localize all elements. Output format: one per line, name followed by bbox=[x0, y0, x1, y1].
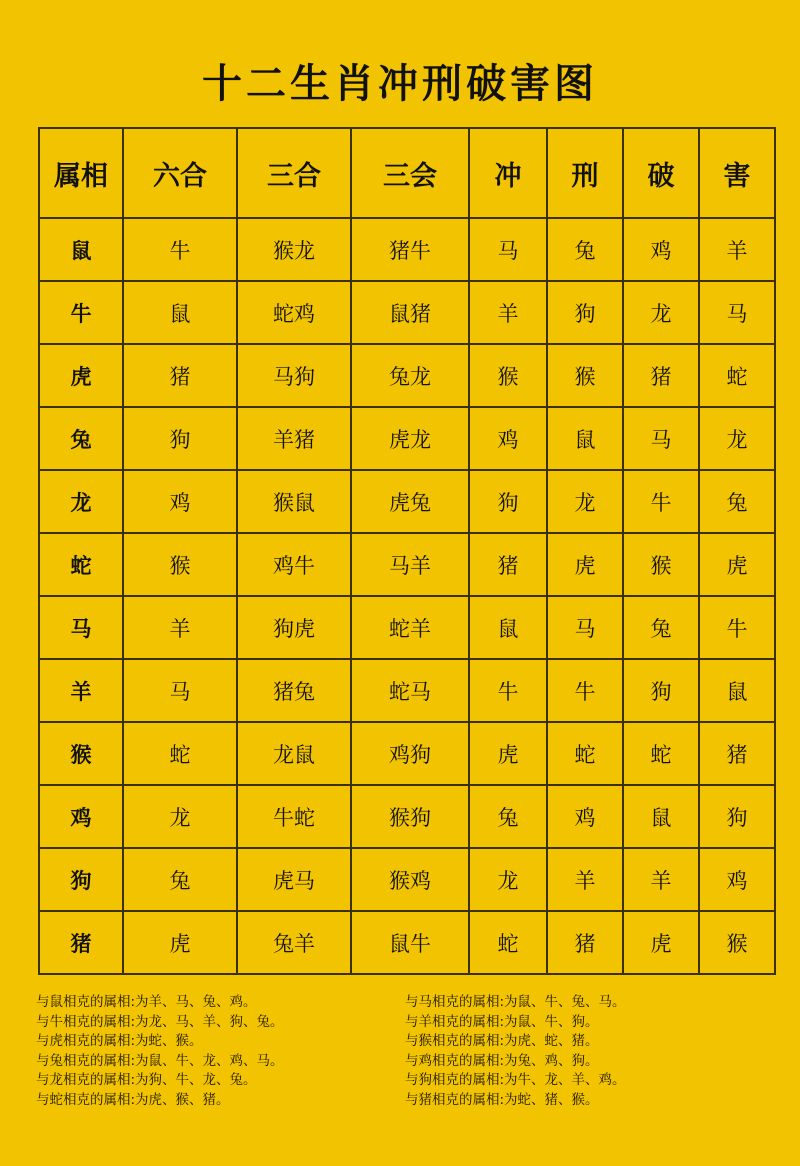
cell-hai: 龙 bbox=[699, 407, 775, 470]
cell-xing: 蛇 bbox=[547, 722, 623, 785]
cell-po: 猴 bbox=[623, 533, 699, 596]
cell-sanhe: 羊猪 bbox=[237, 407, 351, 470]
table-row bbox=[39, 911, 775, 974]
cell-hai: 马 bbox=[699, 281, 775, 344]
cell-sanhui: 猪牛 bbox=[351, 218, 469, 281]
cell-hai: 兔 bbox=[699, 470, 775, 533]
table-row bbox=[39, 344, 775, 407]
cell-chong: 虎 bbox=[469, 722, 547, 785]
cell-liuhe: 羊 bbox=[123, 596, 237, 659]
cell-sanhui: 猴狗 bbox=[351, 785, 469, 848]
row-header-sign: 兔 bbox=[39, 407, 123, 470]
cell-xing: 牛 bbox=[547, 659, 623, 722]
cell-po: 蛇 bbox=[623, 722, 699, 785]
cell-hai: 鼠 bbox=[699, 659, 775, 722]
note-line: 与羊相克的属相:为鼠、牛、狗。 bbox=[405, 1013, 599, 1030]
cell-chong: 兔 bbox=[469, 785, 547, 848]
cell-hai: 牛 bbox=[699, 596, 775, 659]
column-header-xing: 刑 bbox=[547, 128, 623, 218]
cell-po: 兔 bbox=[623, 596, 699, 659]
cell-liuhe: 马 bbox=[123, 659, 237, 722]
row-header-sign: 狗 bbox=[39, 848, 123, 911]
cell-chong: 鼠 bbox=[469, 596, 547, 659]
row-header-sign: 牛 bbox=[39, 281, 123, 344]
cell-hai: 猪 bbox=[699, 722, 775, 785]
cell-chong: 蛇 bbox=[469, 911, 547, 974]
cell-chong: 龙 bbox=[469, 848, 547, 911]
row-header-sign: 羊 bbox=[39, 659, 123, 722]
table-header-row bbox=[39, 128, 775, 218]
cell-hai: 鸡 bbox=[699, 848, 775, 911]
cell-sanhe: 鸡牛 bbox=[237, 533, 351, 596]
notes-column-left bbox=[36, 993, 395, 1110]
row-header-sign: 虎 bbox=[39, 344, 123, 407]
note-line: 与虎相克的属相:为蛇、猴。 bbox=[36, 1033, 203, 1049]
table-header bbox=[39, 128, 775, 218]
cell-sanhui: 猴鸡 bbox=[351, 848, 469, 911]
note-line: 与马相克的属相:为鼠、牛、兔、马。 bbox=[405, 994, 626, 1010]
cell-sanhui: 鸡狗 bbox=[351, 722, 469, 785]
note-line: 与狗相克的属相:为牛、龙、羊、鸡。 bbox=[405, 1072, 626, 1088]
cell-liuhe: 鼠 bbox=[123, 281, 237, 344]
cell-sanhe: 兔羊 bbox=[237, 911, 351, 974]
cell-chong: 狗 bbox=[469, 470, 547, 533]
cell-po: 猪 bbox=[623, 344, 699, 407]
cell-po: 虎 bbox=[623, 911, 699, 974]
row-header-sign: 猴 bbox=[39, 722, 123, 785]
cell-sanhe: 虎马 bbox=[237, 848, 351, 911]
cell-po: 马 bbox=[623, 407, 699, 470]
row-header-sign: 猪 bbox=[39, 911, 123, 974]
cell-chong: 马 bbox=[469, 218, 547, 281]
zodiac-relationship-table bbox=[38, 127, 776, 975]
row-header-sign: 蛇 bbox=[39, 533, 123, 596]
cell-sanhe: 狗虎 bbox=[237, 596, 351, 659]
note-line: 与猴相克的属相:为虎、蛇、猪。 bbox=[405, 1033, 599, 1049]
cell-sanhe: 蛇鸡 bbox=[237, 281, 351, 344]
note-line: 与蛇相克的属相:为虎、猴、猪。 bbox=[36, 1091, 230, 1108]
column-header-hai: 害 bbox=[699, 128, 775, 218]
column-header-chong: 冲 bbox=[469, 128, 547, 218]
row-header-sign: 鼠 bbox=[39, 218, 123, 281]
cell-chong: 羊 bbox=[469, 281, 547, 344]
cell-liuhe: 虎 bbox=[123, 911, 237, 974]
cell-po: 羊 bbox=[623, 848, 699, 911]
cell-sanhui: 虎龙 bbox=[351, 407, 469, 470]
cell-liuhe: 蛇 bbox=[123, 722, 237, 785]
cell-sanhe: 牛蛇 bbox=[237, 785, 351, 848]
cell-sanhe: 猴鼠 bbox=[237, 470, 351, 533]
cell-sanhui: 鼠猪 bbox=[351, 281, 469, 344]
table-row bbox=[39, 218, 775, 281]
notes-section bbox=[0, 975, 800, 1110]
table-row bbox=[39, 596, 775, 659]
note-line: 与鼠相克的属相:为羊、马、兔、鸡。 bbox=[36, 994, 257, 1010]
table-row bbox=[39, 659, 775, 722]
cell-xing: 羊 bbox=[547, 848, 623, 911]
cell-xing: 狗 bbox=[547, 281, 623, 344]
cell-sanhui: 兔龙 bbox=[351, 344, 469, 407]
cell-xing: 虎 bbox=[547, 533, 623, 596]
cell-hai: 猴 bbox=[699, 911, 775, 974]
cell-po: 鼠 bbox=[623, 785, 699, 848]
cell-chong: 猴 bbox=[469, 344, 547, 407]
cell-hai: 羊 bbox=[699, 218, 775, 281]
cell-liuhe: 牛 bbox=[123, 218, 237, 281]
cell-chong: 猪 bbox=[469, 533, 547, 596]
row-header-sign: 马 bbox=[39, 596, 123, 659]
cell-xing: 龙 bbox=[547, 470, 623, 533]
table-body bbox=[39, 218, 775, 974]
cell-liuhe: 猪 bbox=[123, 344, 237, 407]
cell-sanhui: 蛇马 bbox=[351, 659, 469, 722]
cell-hai: 狗 bbox=[699, 785, 775, 848]
row-header-sign: 龙 bbox=[39, 470, 123, 533]
cell-sanhui: 虎兔 bbox=[351, 470, 469, 533]
table-row bbox=[39, 785, 775, 848]
cell-xing: 兔 bbox=[547, 218, 623, 281]
cell-xing: 猪 bbox=[547, 911, 623, 974]
cell-xing: 马 bbox=[547, 596, 623, 659]
cell-sanhe: 猴龙 bbox=[237, 218, 351, 281]
cell-chong: 牛 bbox=[469, 659, 547, 722]
cell-xing: 鼠 bbox=[547, 407, 623, 470]
cell-po: 狗 bbox=[623, 659, 699, 722]
column-header-po: 破 bbox=[623, 128, 699, 218]
note-line: 与牛相克的属相:为龙、马、羊、狗、兔。 bbox=[36, 1013, 284, 1030]
cell-liuhe: 龙 bbox=[123, 785, 237, 848]
cell-po: 龙 bbox=[623, 281, 699, 344]
table-row bbox=[39, 848, 775, 911]
column-header-sign: 属相 bbox=[39, 128, 123, 218]
table-row bbox=[39, 281, 775, 344]
page-title: 十二生肖冲刑破害图 bbox=[202, 61, 598, 107]
cell-po: 牛 bbox=[623, 470, 699, 533]
cell-hai: 蛇 bbox=[699, 344, 775, 407]
table-row bbox=[39, 533, 775, 596]
table-row bbox=[39, 722, 775, 785]
cell-xing: 鸡 bbox=[547, 785, 623, 848]
row-header-sign: 鸡 bbox=[39, 785, 123, 848]
note-line: 与鸡相克的属相:为兔、鸡、狗。 bbox=[405, 1052, 599, 1069]
column-header-sanhe: 三合 bbox=[237, 128, 351, 218]
cell-chong: 鸡 bbox=[469, 407, 547, 470]
cell-hai: 虎 bbox=[699, 533, 775, 596]
cell-sanhui: 马羊 bbox=[351, 533, 469, 596]
cell-sanhe: 龙鼠 bbox=[237, 722, 351, 785]
cell-sanhui: 鼠牛 bbox=[351, 911, 469, 974]
cell-liuhe: 兔 bbox=[123, 848, 237, 911]
cell-sanhe: 猪兔 bbox=[237, 659, 351, 722]
table-row bbox=[39, 407, 775, 470]
note-line: 与兔相克的属相:为鼠、牛、龙、鸡、马。 bbox=[36, 1052, 284, 1069]
column-header-liuhe: 六合 bbox=[123, 128, 237, 218]
column-header-sanhui: 三会 bbox=[351, 128, 469, 218]
note-line: 与龙相克的属相:为狗、牛、龙、兔。 bbox=[36, 1072, 257, 1088]
zodiac-table-wrapper bbox=[0, 127, 800, 975]
cell-po: 鸡 bbox=[623, 218, 699, 281]
table-row bbox=[39, 470, 775, 533]
cell-liuhe: 狗 bbox=[123, 407, 237, 470]
note-line: 与猪相克的属相:为蛇、猪、猴。 bbox=[405, 1091, 599, 1108]
cell-sanhui: 蛇羊 bbox=[351, 596, 469, 659]
cell-xing: 猴 bbox=[547, 344, 623, 407]
cell-liuhe: 猴 bbox=[123, 533, 237, 596]
cell-liuhe: 鸡 bbox=[123, 470, 237, 533]
notes-column-right bbox=[405, 993, 764, 1110]
cell-sanhe: 马狗 bbox=[237, 344, 351, 407]
